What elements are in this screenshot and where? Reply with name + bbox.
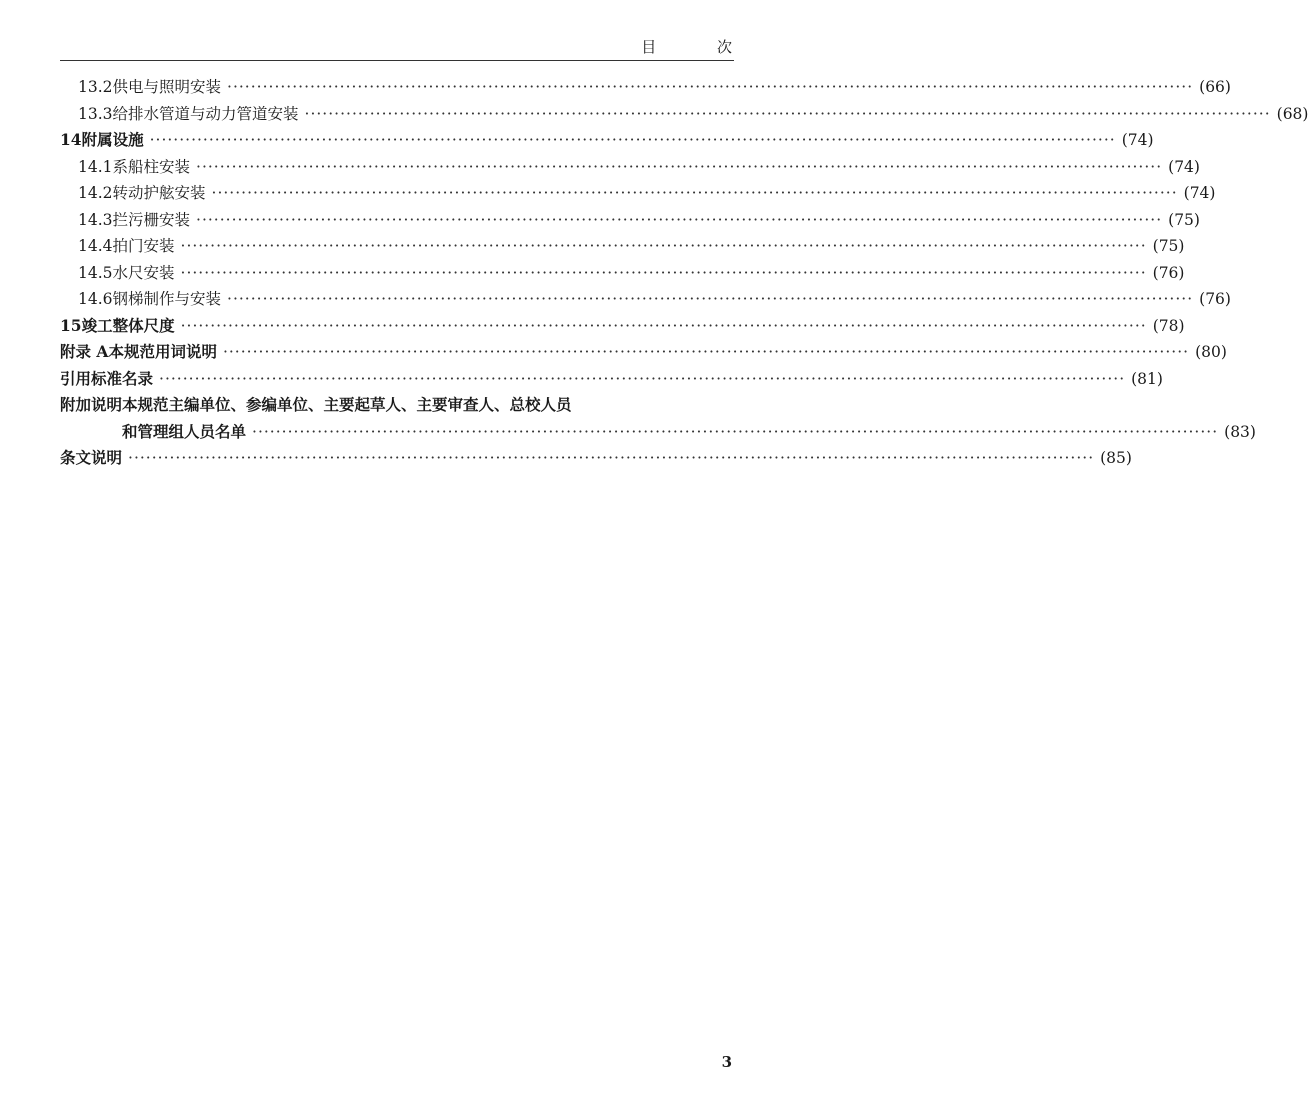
page-ref: (68) <box>1276 104 1308 123</box>
dot-leader <box>196 207 1162 234</box>
page-ref: (76) <box>1152 263 1185 282</box>
section-number: 14.5 <box>78 263 113 282</box>
toc-entry[interactable] <box>60 74 1231 101</box>
toc-entry[interactable] <box>60 180 1216 207</box>
toc-chapter-entry[interactable] <box>60 366 1163 393</box>
entry-title: 拍门安装 <box>112 237 175 255</box>
page-ref: (80) <box>1195 343 1227 361</box>
section-number: 14.3 <box>78 210 113 229</box>
entry-title: 转动护舷安装 <box>112 184 206 202</box>
header-title: 目 次 <box>641 38 760 56</box>
toc-chapter-entry[interactable] <box>60 313 1185 340</box>
section-number: 14.2 <box>78 184 113 202</box>
section-number: 14.1 <box>78 157 113 176</box>
page-ref: (81) <box>1131 369 1163 388</box>
dot-leader <box>150 127 1116 154</box>
page-ref: (76) <box>1199 290 1231 308</box>
entry-prefix: 附加说明 <box>60 395 123 414</box>
page-ref: (85) <box>1100 449 1132 467</box>
toc-chapter-entry[interactable] <box>60 445 1132 472</box>
page-ref: (74) <box>1183 184 1216 202</box>
section-number: 14.4 <box>78 237 113 255</box>
entry-title: 竣工整体尺度 <box>81 315 175 335</box>
toc-entry[interactable] <box>60 154 1200 181</box>
entry-title: 附属设施 <box>81 130 144 149</box>
page-ref: (74) <box>1168 157 1200 176</box>
toc-chapter-entry[interactable] <box>60 127 1154 154</box>
dot-leader <box>212 180 1178 207</box>
entry-title-line2: 和管理组人员名单 <box>122 421 247 441</box>
dot-leader <box>227 286 1193 313</box>
section-number: 13.2 <box>78 78 113 96</box>
page-ref: (66) <box>1199 78 1231 96</box>
entry-title: 系船柱安装 <box>112 157 191 176</box>
chapter-number: 15 <box>60 315 82 335</box>
dot-leader <box>252 419 1218 446</box>
toc-entry[interactable] <box>60 286 1231 313</box>
entry-title-line1: 本规范主编单位、参编单位、主要起草人、主要审查人、总校人员 <box>122 395 572 414</box>
running-header <box>60 30 760 61</box>
entry-title: 钢梯制作与安装 <box>112 290 222 308</box>
page-number: 3 <box>721 1053 732 1071</box>
section-number: 13.3 <box>78 104 113 123</box>
dot-leader <box>128 445 1094 472</box>
page-ref: (78) <box>1152 316 1185 335</box>
dot-leader <box>196 154 1162 181</box>
toc-entry[interactable] <box>60 233 1185 260</box>
dot-leader <box>181 260 1147 287</box>
page-ref: (75) <box>1152 237 1185 255</box>
section-number: 14.6 <box>78 290 113 308</box>
appendix-number: 附录 A <box>60 342 109 361</box>
page-ref: (83) <box>1224 422 1256 441</box>
toc-entry[interactable] <box>60 260 1185 287</box>
table-of-contents <box>60 74 1308 472</box>
dot-leader <box>181 233 1147 260</box>
entry-title: 条文说明 <box>60 448 123 467</box>
page-ref: (74) <box>1121 131 1154 149</box>
entry-title: 拦污栅安装 <box>112 210 191 229</box>
entry-title: 给排水管道与动力管道安装 <box>112 104 299 123</box>
entry-title: 引用标准名录 <box>60 368 154 388</box>
entry-title: 供电与照明安装 <box>112 78 222 96</box>
chapter-number: 14 <box>60 130 82 149</box>
toc-appendix-entry[interactable] <box>60 339 1227 366</box>
entry-title: 水尺安装 <box>112 263 175 282</box>
dot-leader <box>305 101 1271 128</box>
toc-entry[interactable] <box>60 101 1308 128</box>
dot-leader <box>159 366 1125 393</box>
entry-title: 本规范用词说明 <box>108 342 217 361</box>
toc-multiline-entry[interactable] <box>60 392 1256 445</box>
dot-leader <box>227 74 1193 101</box>
dot-leader <box>181 313 1147 340</box>
page-ref: (75) <box>1168 210 1200 229</box>
dot-leader <box>223 339 1189 366</box>
toc-entry[interactable] <box>60 207 1200 234</box>
